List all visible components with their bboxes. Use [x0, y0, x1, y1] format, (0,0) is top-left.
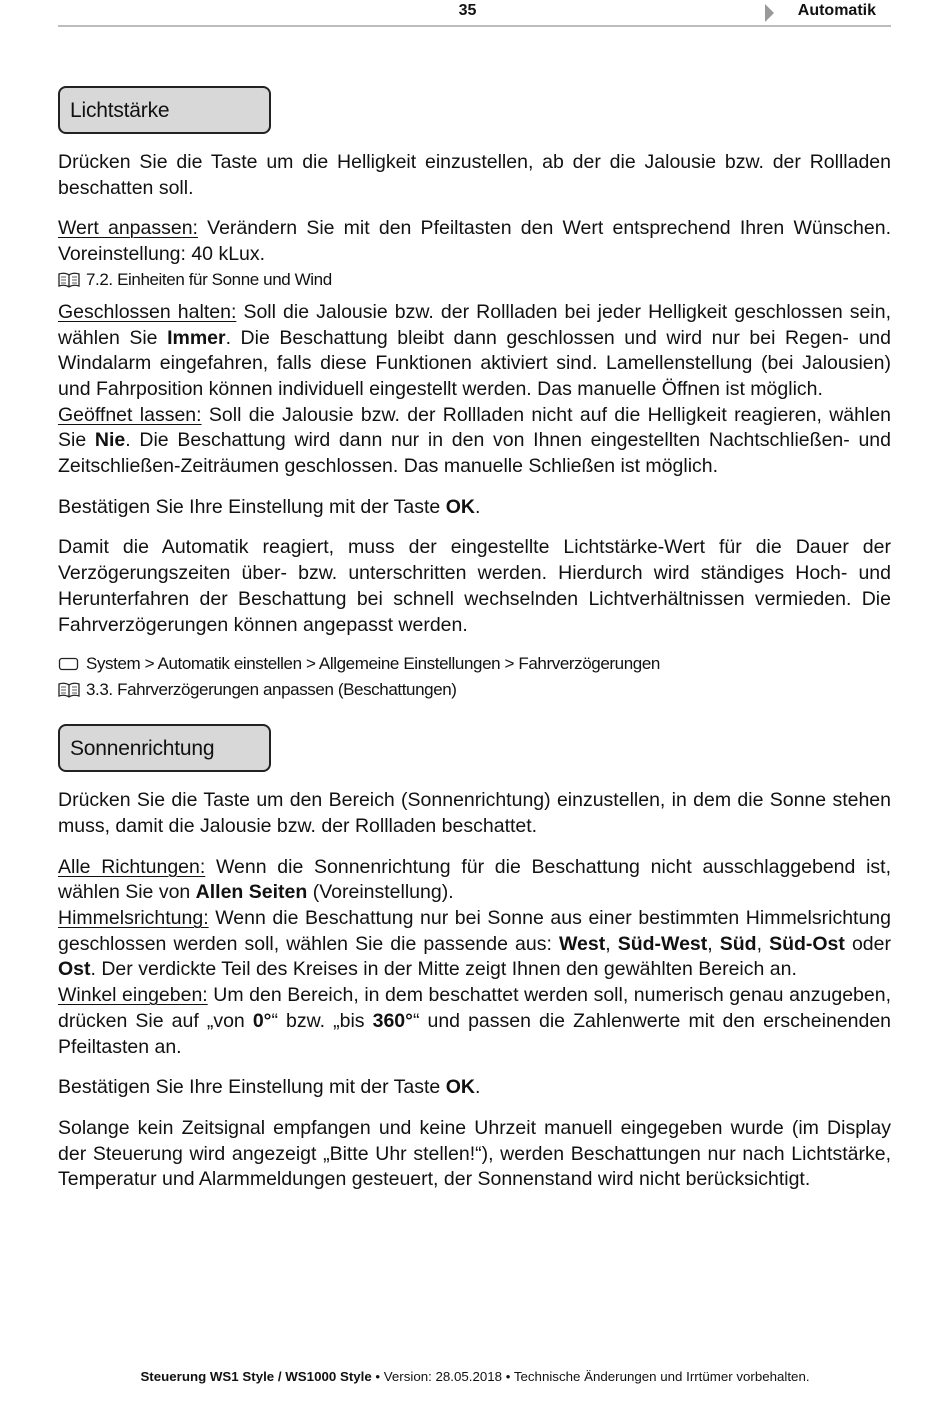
- confirm-end: .: [474, 1076, 481, 1099]
- option-immer: Immer: [167, 326, 226, 349]
- angle-text-rest: “ und passen die Zahlenwerte mit den erscheinenden Pfeiltasten an.: [58, 1009, 892, 1058]
- cross-reference: [58, 678, 891, 702]
- angle-text-mid: “ bzw. „bis: [271, 1009, 373, 1032]
- section-arrow-icon: [765, 4, 774, 22]
- open-text-rest: . Die Beschattung wird dann nur in den von Ihnen eingestellten Nachtschließen- und Zeitschließen-Zeiträumen geschlossen. Das manuelle Schließen ist möglich.: [58, 429, 891, 478]
- section-heading-lichtstaerke: Lichtstärke: [58, 86, 271, 134]
- open-paragraph: [58, 403, 891, 480]
- separator: oder: [844, 932, 891, 955]
- separator: ,: [605, 932, 618, 955]
- open-label: Geöffnet lassen:: [58, 403, 202, 426]
- adjust-label: Wert anpassen:: [58, 217, 198, 240]
- reference-text: 3.3. Fahrverzögerungen anpassen (Beschattungen): [86, 680, 457, 700]
- footer-product: Steuerung WS1 Style / WS1000 Style: [140, 1369, 372, 1384]
- angle-text: Um den Bereich, in dem beschattet werden soll, numerisch genau anzugeben, drücken Sie auf „von: [58, 984, 891, 1032]
- angle-label: Winkel eingeben:: [58, 984, 208, 1007]
- separator: ,: [756, 932, 770, 955]
- intro-text: Drücken Sie die Taste um den Bereich (Sonnenrichtung) einzustellen, in dem die Sonne stehen muss, damit die Jalousie bzw. der Rollladen beschattet.: [58, 789, 891, 837]
- intro-text: Drücken Sie die Taste um die Helligkeit einzustellen, ab der die Jalousie bzw. der Rollladen beschatten soll.: [58, 151, 891, 199]
- all-directions-paragraph: [58, 855, 891, 906]
- closed-text: Soll die Jalousie bzw. der Rollladen bei jeder Helligkeit geschlossen sein, wählen Sie: [58, 300, 891, 349]
- page-content: [58, 86, 891, 1193]
- sky-direction-label: Himmelsrichtung:: [58, 907, 209, 930]
- confirm-end: .: [474, 495, 481, 518]
- confirm-paragraph: [58, 1075, 891, 1101]
- all-directions-label: Alle Richtungen:: [58, 855, 206, 878]
- menu-path: [58, 652, 891, 676]
- note-text: Solange kein Zeitsignal empfangen und keine Uhrzeit manuell eingegeben wurde (im Display der Steuerung wird angezeigt „Bitte Uhr stellen!“), werden Beschattungen nur nach Lichtstärke, Temperatur und Alarmmeldungen gesteuert, der Sonnenstand wird nicht berücksichtigt.: [58, 1116, 891, 1191]
- closed-label: Geschlossen halten:: [58, 300, 237, 323]
- adjust-text: Verändern Sie mit den Pfeiltasten den Wert entsprechend Ihren Wünschen. Voreinstellung: 40 kLux.: [58, 217, 891, 266]
- ok-key: OK: [445, 495, 475, 518]
- delay-text: Damit die Automatik reagiert, muss der eingestellte Lichtstärke-Wert für die Dauer der Verzögerungszeiten über- bzw. unterschritten werden. Hierdurch wird ständiges Hoch- und Herunterfahren der Beschattung bei schnell wechselnden Lichtverhältnissen vermieden. Die Fahrverzögerungen können angepasst werden.: [58, 536, 891, 636]
- cross-reference: [58, 268, 891, 292]
- confirm-text: Bestätigen Sie Ihre Einstellung mit der Taste: [58, 495, 446, 518]
- reference-text: 7.2. Einheiten für Sonne und Wind: [86, 269, 332, 289]
- separator: ,: [707, 932, 720, 955]
- option-allen-seiten: Allen Seiten: [195, 881, 308, 904]
- section-title: Automatik: [797, 2, 876, 19]
- option-nie: Nie: [94, 429, 126, 452]
- open-text: Soll die Jalousie bzw. der Rollladen nicht auf die Helligkeit reagieren, wählen Sie: [58, 403, 892, 452]
- option-sued-ost: Süd-Ost: [769, 932, 845, 955]
- page-number: 35: [458, 2, 477, 19]
- all-text: Wenn die Sonnenrichtung für die Beschattung nicht ausschlaggebend ist, wählen Sie von: [58, 855, 891, 904]
- book-icon: [58, 272, 86, 288]
- section-heading-sonnenrichtung: Sonnenrichtung: [58, 724, 271, 772]
- menu-icon: [58, 656, 86, 672]
- closed-text-rest: . Die Beschattung bleibt dann geschlossen und wird nur bei Regen- und Windalarm eingefahren, falls diese Funktionen aktiviert sind. Lamellenstellung (bei Jalousien) und Fahrposition können individuell eingestellt werden. Das manuelle Öffnen ist möglich.: [58, 326, 891, 400]
- all-text-rest: (Voreinstellung).: [307, 881, 454, 904]
- angle-to-value: 360°: [372, 1009, 413, 1032]
- sky-text-rest: . Der verdickte Teil des Kreises in der Mitte zeigt Ihnen den gewählten Bereich an.: [90, 958, 797, 981]
- confirm-text: Bestätigen Sie Ihre Einstellung mit der Taste: [58, 1076, 446, 1099]
- angle-paragraph: [58, 983, 891, 1060]
- option-ost: Ost: [58, 958, 91, 981]
- angle-from-value: 0°: [252, 1009, 272, 1032]
- option-sued: Süd: [719, 932, 757, 955]
- menu-path-text: System > Automatik einstellen > Allgemeine Einstellungen > Fahrverzögerungen: [86, 654, 660, 674]
- footer-version: • Version: 28.05.2018 • Technische Änderungen und Irrtümer vorbehalten.: [371, 1369, 810, 1384]
- sky-text: Wenn die Beschattung nur bei Sonne aus einer bestimmten Himmelsrichtung geschlossen werden soll, wählen Sie die passende aus:: [58, 907, 891, 955]
- delay-paragraph: [58, 535, 891, 638]
- closed-paragraph: [58, 300, 891, 403]
- ok-key: OK: [445, 1076, 475, 1099]
- header-rule: [58, 25, 891, 27]
- option-sued-west: Süd-West: [617, 932, 708, 955]
- note-paragraph: [58, 1116, 891, 1193]
- sky-direction-paragraph: [58, 906, 891, 983]
- adjust-paragraph: [58, 216, 891, 267]
- option-west: West: [558, 932, 606, 955]
- book-icon: [58, 682, 86, 698]
- confirm-paragraph: [58, 495, 891, 521]
- footer: [0, 1369, 950, 1384]
- intro-paragraph: [58, 788, 891, 839]
- intro-paragraph: [58, 150, 891, 201]
